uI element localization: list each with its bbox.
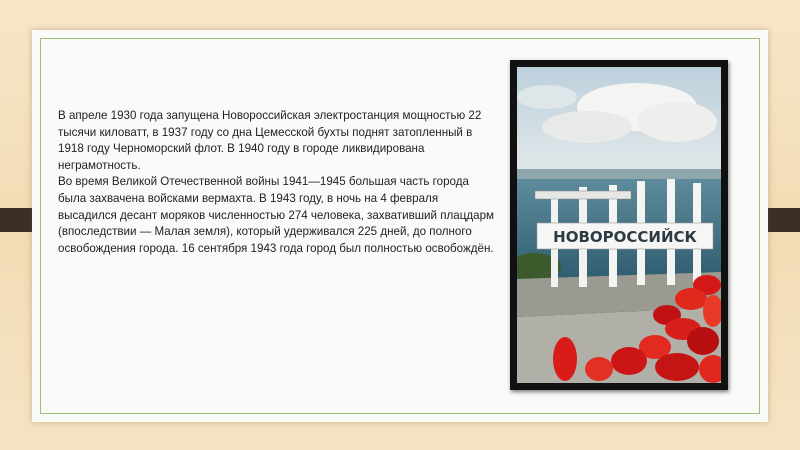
- sign-text: НОВОРОССИЙСК: [553, 228, 697, 246]
- novorossiysk-sign-photo: [517, 67, 721, 383]
- paragraph-1: В апреле 1930 года запущена Новороссийская электростанция мощностью 22 тысячи киловатт, в 1937 году со дна Цемесской бухты поднят затопленный в 1918 году Черноморский флот. В 1940 году в городе ликвидирована неграмотность.: [58, 109, 482, 172]
- photo-frame: [510, 60, 728, 390]
- paragraph-2: Во время Великой Отечественной войны 1941—1945 большая часть города была захвачена войсками вермахта. В 1943 году, в ночь на 4 февраля высадился десант моряков численностью 274 человека, захвативший плацдарм (впоследствии — Малая земля), который удерживался 225 дней, до полного освобождения города. 16 сентября 1943 года город был полностью освобождён.: [58, 175, 494, 255]
- history-text: [58, 108, 496, 257]
